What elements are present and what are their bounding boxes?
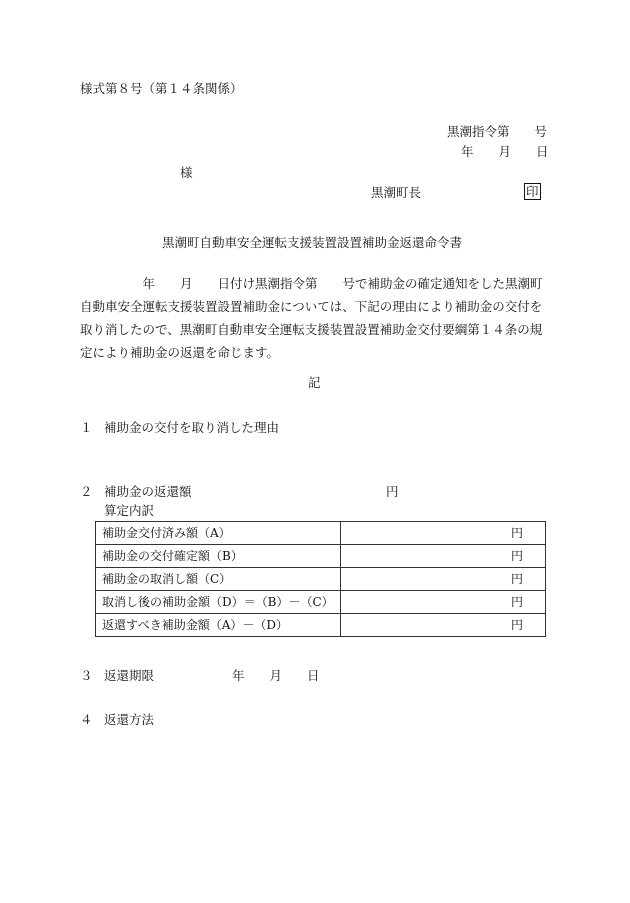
calc-row-amount: 円 bbox=[341, 591, 546, 614]
table-row bbox=[96, 614, 546, 637]
calc-row-label: 取消し後の補助金額（D）＝（B）－（C） bbox=[96, 591, 341, 614]
item2-label: 補助金の返還額 bbox=[104, 484, 192, 499]
refund-amount-unit: 円 bbox=[386, 484, 399, 499]
item3-label: 返還期限 bbox=[104, 668, 155, 683]
item1-label: 補助金の交付を取り消した理由 bbox=[104, 420, 280, 435]
item1-number: １ bbox=[80, 420, 93, 435]
item4-label: 返還方法 bbox=[104, 712, 155, 727]
body-line: 定により補助金の返還を命じます。 bbox=[80, 345, 280, 360]
form-number: 様式第８号（第１４条関係） bbox=[80, 81, 243, 96]
body-line: 自動車安全運転支援装置設置補助金については、下記の理由により補助金の交付を bbox=[80, 299, 543, 314]
calc-row-amount: 円 bbox=[341, 522, 546, 545]
issuer-name: 黒潮町長 bbox=[371, 185, 422, 200]
calc-row-amount: 円 bbox=[341, 545, 546, 568]
calc-row-label: 補助金交付済み額（A） bbox=[96, 522, 341, 545]
table-row bbox=[96, 545, 546, 568]
ki-heading: 記 bbox=[308, 375, 321, 390]
calc-row-amount: 円 bbox=[341, 614, 546, 637]
item3-number: ３ bbox=[80, 668, 93, 683]
body-line: 年 月 日付け黒潮指令第 号で補助金の確定通知をした黒潮町 bbox=[80, 276, 543, 291]
calc-row-label: 補助金の取消し額（C） bbox=[96, 568, 341, 591]
calc-row-amount: 円 bbox=[341, 568, 546, 591]
table-row bbox=[96, 591, 546, 614]
body-paragraph bbox=[80, 272, 552, 364]
body-line: 取り消したので、黒潮町自動車安全運転支援装置設置補助金交付要綱第１４条の規 bbox=[80, 322, 543, 337]
refund-deadline-date: 年 月 日 bbox=[232, 668, 320, 683]
calc-row-label: 補助金の交付確定額（B） bbox=[96, 545, 341, 568]
seal-box: 印 bbox=[526, 184, 539, 199]
item4-number: ４ bbox=[80, 712, 93, 727]
calc-breakdown-label: 算定内訳 bbox=[104, 503, 155, 518]
table-row bbox=[96, 522, 546, 545]
document-number: 黒潮指令第 号 bbox=[447, 124, 548, 139]
document-title: 黒潮町自動車安全運転支援装置設置補助金返還命令書 bbox=[162, 235, 463, 250]
item2-number: ２ bbox=[80, 484, 93, 499]
calc-row-label: 返還すべき補助金額（A）－（D） bbox=[96, 614, 341, 637]
addressee-suffix: 様 bbox=[180, 165, 193, 180]
issue-date: 年 月 日 bbox=[461, 144, 549, 159]
calc-table bbox=[95, 521, 546, 637]
table-row bbox=[96, 568, 546, 591]
